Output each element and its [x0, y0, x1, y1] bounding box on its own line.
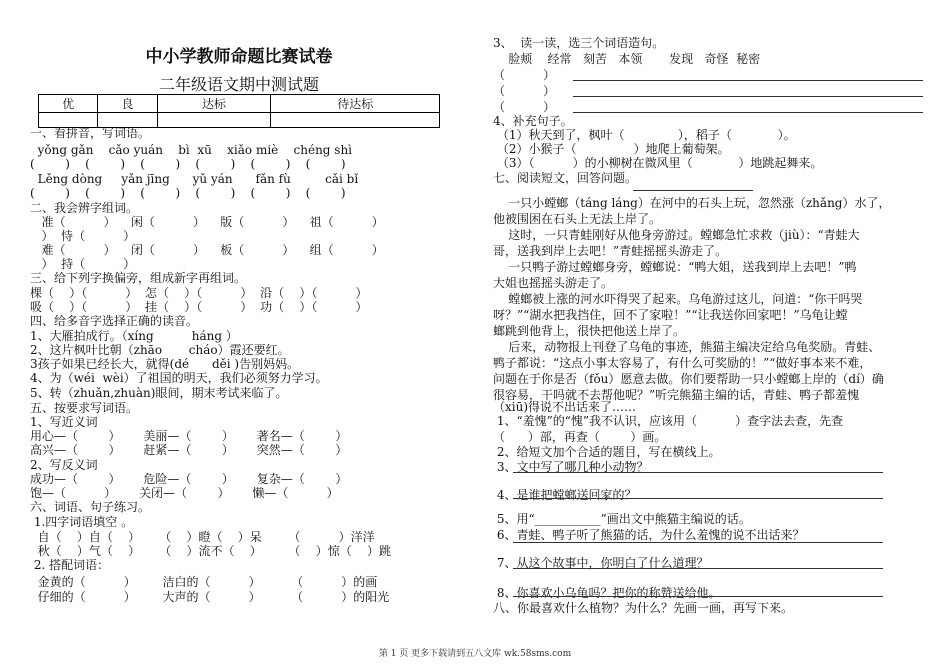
left-line: 棵（ ）（ ） 怎（ ）（ ） 沿（ ）（ ） — [30, 286, 368, 300]
left-line: 4、为（wéi wèi）了祖国的明天，我们必须努力学习。 — [30, 371, 328, 385]
left-line: 金黄的（ ） 洁白的（ ） （ ）的画 — [30, 575, 378, 589]
grade-cell-needs-work: 待达标 — [271, 95, 440, 113]
right-line: 4、补充句子。 — [493, 114, 573, 128]
right-line: 4、是谁把螳螂送回家的？ — [493, 488, 637, 502]
answer-line — [513, 542, 883, 543]
grade-cell-excellent: 优 — [39, 95, 98, 113]
right-line: 七、阅读短文，回答问题。 — [493, 171, 638, 185]
left-line: 成功—（ ） 危险—（ ） 复杂—（ ） — [30, 472, 348, 486]
right-line: 脸颊 经常 刻苦 本领 发现 奇怪 秘密 — [493, 52, 761, 66]
left-line: ( ) ( ) ( ) ( ) ( ) ( ) — [30, 157, 346, 171]
answer-line — [573, 80, 923, 81]
left-line: Lěng dòng yǎn jīng yǔ yán fǎn fù cǎi bǐ — [30, 172, 359, 186]
left-line: 一、看拼音，写词语。 — [30, 126, 151, 140]
right-line: 螂跳到他背上，很快把他送上岸了。 — [493, 324, 686, 338]
left-line: 2、写反义词 — [30, 458, 98, 472]
right-line: （2）小猴子（ ）地爬上葡萄架。 — [493, 142, 730, 156]
left-line: 四、给多音字选择正确的读音。 — [30, 314, 199, 328]
left-line: 三、给下列字换偏旁，组成新字再组词。 — [30, 271, 247, 285]
left-line: 六、词语、句子练习。 — [30, 500, 151, 514]
answer-line — [513, 568, 883, 569]
answer-line — [573, 96, 923, 97]
exam-subtitle: 二年级语文期中测试题 — [158, 75, 319, 94]
left-line: 1.四字词语填空 。 — [30, 515, 134, 529]
left-line: 秋（ ）气（ ） （ ）流不（ ） （ ）惊（ ）跳 — [30, 544, 391, 558]
answer-line — [633, 190, 753, 191]
right-line: （1）秋天到了，枫叶（ ），稻子（ ）。 — [493, 128, 796, 142]
right-line: 2、给短文加个合适的题目，写在横线上。 — [493, 445, 721, 459]
right-line: 这时，一只青蛙刚好从他身旁游过。螳螂急忙求救（jiù）：“青蛙大 — [493, 228, 860, 242]
left-line: 难（ ） 闭（ ） 板（ ） 组（ ） — [30, 243, 384, 257]
left-line: 2. 搭配词语： — [30, 558, 110, 572]
right-line: （ ） — [493, 100, 556, 114]
left-line: 饱—（ ） 关闭—（ ） 懒—（ ） — [30, 486, 339, 500]
answer-line — [513, 472, 883, 473]
right-line: 5、用“___________”画出文中熊猫主编说的话。 — [493, 512, 751, 526]
left-line: 3孩子如果已经长大，就得(dé děi )告别妈妈。 — [30, 357, 300, 371]
left-line: 高兴—（ ） 赶紧—（ ） 突然—（ ） — [30, 443, 348, 457]
grade-table — [38, 94, 440, 128]
right-line: 哥，送我到岸上去吧！”青蛙摇摇头游走了。 — [493, 244, 728, 258]
left-line: 5、转（zhuǎn,zhuàn)眼间，期末考试来临了。 — [30, 386, 288, 400]
right-line: 呀？”“湖水把我挡住，回不了家啦！”“让我送你回家吧！”乌龟让螳 — [493, 308, 848, 322]
left-line: 吸（ ）（ ） 挂（ ）（ ） 功（ ）（ ） — [30, 300, 368, 314]
left-line: 2、这片枫叶比朝（zhāo cháo）霞还要红。 — [30, 343, 290, 357]
left-line: yǒng gǎn cǎo yuán bì xū xiǎo miè chéng shì — [30, 143, 353, 157]
right-line: 一只小螳螂（táng láng）在河中的石头上玩，忽然涨（zhǎng）水了， — [493, 196, 891, 210]
right-line: 6、青蛙、鸭子听了熊猫的话，为什么羞愧的说不出话来？ — [493, 528, 805, 542]
right-line: 很容易，干吗就不去帮他呢？”听完熊猫主编的话，青蛙、鸭子都羞愧 — [493, 388, 860, 402]
right-line: （3）（ ）的小柳树在微风里（ ）地跳起舞来。 — [493, 156, 823, 170]
right-line: （ ） — [493, 68, 556, 82]
left-line: 仔细的（ ） 大声的（ ） （ ）的阳光 — [30, 590, 390, 604]
grade-cell-good: 良 — [98, 95, 157, 113]
right-line: 3、 读一读，选三个词语造句。 — [493, 36, 665, 50]
left-line: ） 持（ ） — [30, 257, 136, 271]
right-line: （ ） — [493, 84, 556, 98]
left-line: 用心—（ ） 美丽—（ ） 著名—（ ） — [30, 429, 348, 443]
right-line: 3、文中写了哪几种小动物？ — [493, 460, 649, 474]
right-line: 7、从这个故事中，你明白了什么道理？ — [493, 556, 709, 570]
page-footer: 第 1 页 更多下载请到五八文库 wk.58sms.com — [378, 649, 572, 659]
exam-title: 中小学教师命题比赛试卷 — [145, 47, 333, 67]
right-line: 他被围困在石头上无法上岸了。 — [493, 212, 662, 226]
right-line: 8、你喜欢小乌龟吗？把你的称赞送给他。 — [493, 586, 721, 600]
answer-line — [513, 596, 883, 597]
left-line: 五、按要求写词语。 — [30, 401, 139, 415]
right-line: 问题在于你是否（fǒu）愿意去做。你们要帮助一只小螳螂上岸的（dí）确 — [493, 372, 884, 386]
left-line: 准（ ） 闲（ ） 版（ ） 祖（ ） — [30, 215, 384, 229]
left-line: 自（ ）自（ ） （ ）瞪（ ）呆 （ ）洋洋 — [30, 530, 375, 544]
right-line: 螳螂被上涨的河水吓得哭了起来。乌龟游过这儿，问道：“你干吗哭 — [493, 292, 863, 306]
left-line: ） 恃（ ） — [30, 229, 136, 243]
right-line: 1、“羞愧”的“愧”我不认识，应该用（ ）查字法去查，先查 — [493, 414, 844, 428]
right-line: 八、你最喜欢什么植物？为什么？先画一画，再写下来。 — [493, 601, 794, 615]
right-line: 后来，动物报上刊登了乌龟的事迹，熊猫主编决定给乌龟奖励。青蛙、 — [493, 340, 881, 354]
right-line: 大姐也摇摇头游走了。 — [493, 276, 614, 290]
right-line: 一只鸭子游过螳螂身旁，螳螂说：“鸭大姐，送我到岸上去吧！”鸭 — [493, 260, 857, 274]
grade-cell-pass: 达标 — [157, 95, 271, 113]
left-line: 二、我会辨字组词。 — [30, 201, 139, 215]
answer-line — [573, 112, 923, 113]
left-line: 1、写近义词 — [30, 415, 98, 429]
right-line: （xiū)得说不出话来了…… — [493, 400, 637, 414]
answer-line — [513, 498, 883, 499]
left-line: ( ) ( ) ( ) ( ) ( ) ( ) — [30, 186, 346, 200]
left-line: 1、大雁拍成行。（xíng háng ） — [30, 329, 238, 343]
right-line: 鸭子都说：“这点小事太容易了，有什么可奖励的！”“做好事本来不难， — [493, 356, 872, 370]
right-line: （ ）部，再查（ ）画。 — [493, 430, 667, 444]
